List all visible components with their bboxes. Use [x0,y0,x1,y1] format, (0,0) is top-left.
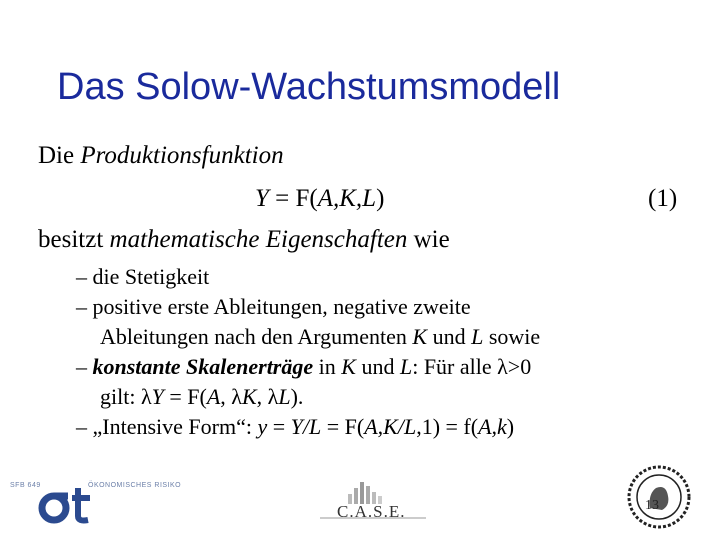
var-k: K [341,354,356,379]
sigma-logo-icon [38,484,96,524]
slide-title: Das Solow-Wachstumsmodell [57,66,561,108]
equation [255,185,384,213]
text-span: ,1) = f( [416,414,479,439]
eq-lhs: Y [255,185,269,212]
risk-label: ÖKONOMISCHES RISIKO [88,482,182,489]
text-span: sowie [483,324,541,349]
university-seal-icon [626,464,692,530]
bullet-derivatives: – positive erste Ableitungen, negative zweite [76,294,471,319]
var-l: L [471,324,484,349]
text-span: = F( [163,384,207,409]
var-a: A [206,384,221,409]
eq-close: ) [376,185,385,212]
case-label: C.A.S.E. [337,502,406,521]
var-a-k-l: A,K/L [364,414,417,439]
bullet-list [76,262,540,442]
text-span: , λ [256,384,279,409]
intro-line [38,142,284,170]
bullet-returns-to-scale [76,352,540,382]
intro-prefix: Die [38,142,81,169]
eq-op: = F( [268,185,318,212]
text-span: – „Intensive Form“: [76,414,258,439]
var-a-k: A,k [478,414,507,439]
text-span: ) [506,414,515,439]
text-span: Ableitungen nach den Argumenten [100,324,413,349]
eq-args: A,K,L [317,185,377,212]
text-span: ). [290,384,304,409]
text-span: in [313,354,342,379]
var-y-small: y [257,414,268,439]
bullet-derivatives-cont [76,322,540,352]
var-k: K [241,384,257,409]
text-span: : Für alle λ>0 [412,354,532,379]
text-span: und [427,324,472,349]
dash: – [76,354,93,379]
text-span: gilt: λ [100,384,152,409]
var-l: L [278,384,291,409]
line3-prefix: besitzt [38,226,110,253]
text-span: , λ [220,384,242,409]
bullet-returns-cont [76,382,540,412]
bullet-intensive-form [76,412,540,442]
crs-term: konstante Skalenerträge [92,354,314,379]
text-span: = [267,414,291,439]
text-span: und [355,354,400,379]
line3-suffix: wie [407,226,450,253]
text-span: = F( [321,414,365,439]
var-y: Y [151,384,164,409]
page-number: 13 [645,498,659,513]
var-l: L [399,354,413,379]
properties-line [38,226,450,254]
sfb-label: SFB 649 [10,482,41,489]
bullet-continuity: – die Stetigkeit [76,264,210,289]
equation-number: (1) [648,185,678,212]
var-y-over-l: Y/L [290,414,322,439]
line3-term: mathematische Eigenschaften [109,226,408,253]
intro-term: Produktionsfunktion [80,142,284,169]
var-k: K [412,324,428,349]
